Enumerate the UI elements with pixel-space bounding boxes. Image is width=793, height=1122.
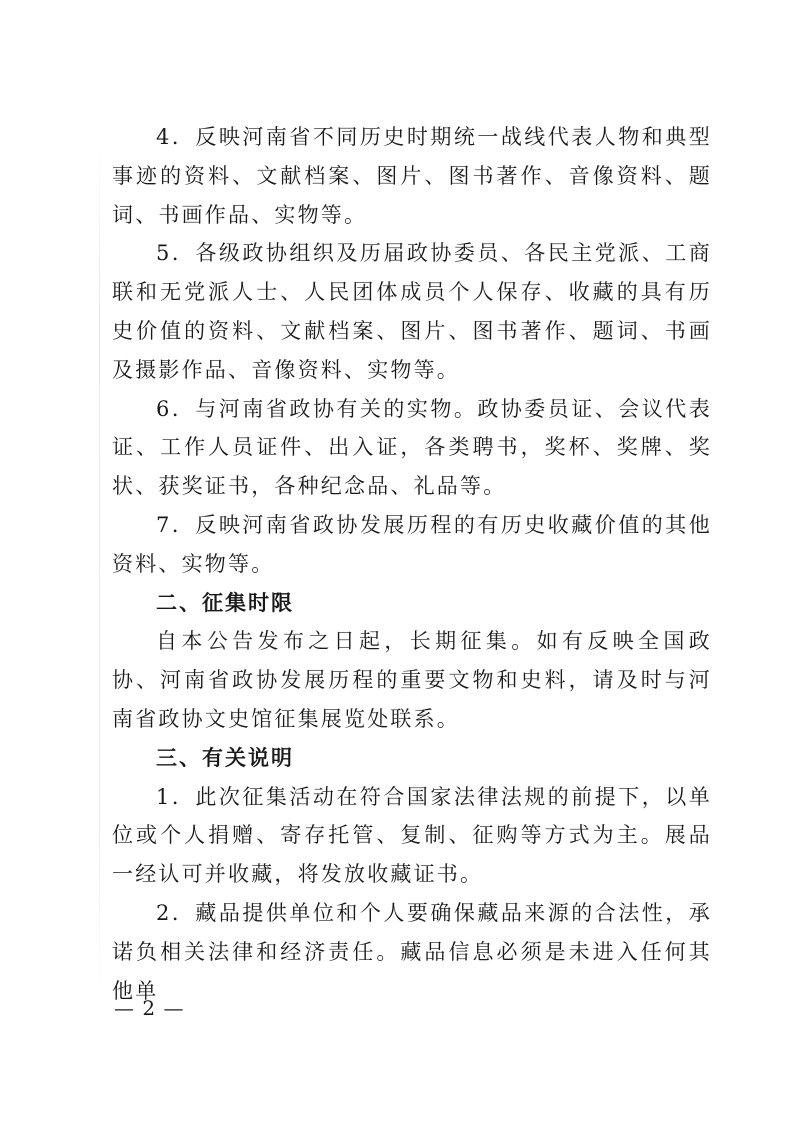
paragraph-note-1: 1．此次征集活动在符合国家法律法规的前提下，以单位或个人捐赠、寄存托管、复制、征购等方式为主。展品一经认可并收藏，将发放收藏证书。	[112, 784, 712, 887]
section-heading-notes: 三、有关说明	[156, 745, 294, 770]
paragraph-item-6: 6．与河南省政协有关的实物。政协委员证、会议代表证、工作人员证件、出入证，各类聘书，奖杯、奖牌、奖状、获奖证书，各种纪念品、礼品等。	[112, 396, 712, 499]
paragraph-item-4: 4．反映河南省不同历史时期统一战线代表人物和典型事迹的资料、文献档案、图片、图书著作、音像资料、题词、书画作品、实物等。	[112, 125, 712, 227]
page-number: — 2 —	[114, 996, 185, 1020]
paragraph-collection-period: 自本公告发布之日起，长期征集。如有反映全国政协、河南省政协发展历程的重要文物和史料，请及时与河南省政协文史馆征集展览处联系。	[112, 629, 712, 731]
scan-artifact-line	[99, 135, 100, 1005]
body-text	[112, 118, 712, 1010]
paragraph-item-5: 5．各级政协组织及历届政协委员、各民主党派、工商联和无党派人士、人民团体成员个人保存、收藏的具有历史价值的资料、文献档案、图片、图书著作、题词、书画及摄影作品、音像资料、实物等。	[112, 241, 712, 382]
paragraph-item-7: 7．反映河南省政协发展历程的有历史收藏价值的其他资料、实物等。	[112, 512, 712, 576]
section-heading-collection-period: 二、征集时限	[156, 590, 294, 615]
paragraph-note-2: 2．藏品提供单位和个人要确保藏品来源的合法性，承诺负相关法律和经济责任。藏品信息必须是未进入任何其他单	[112, 900, 712, 1003]
